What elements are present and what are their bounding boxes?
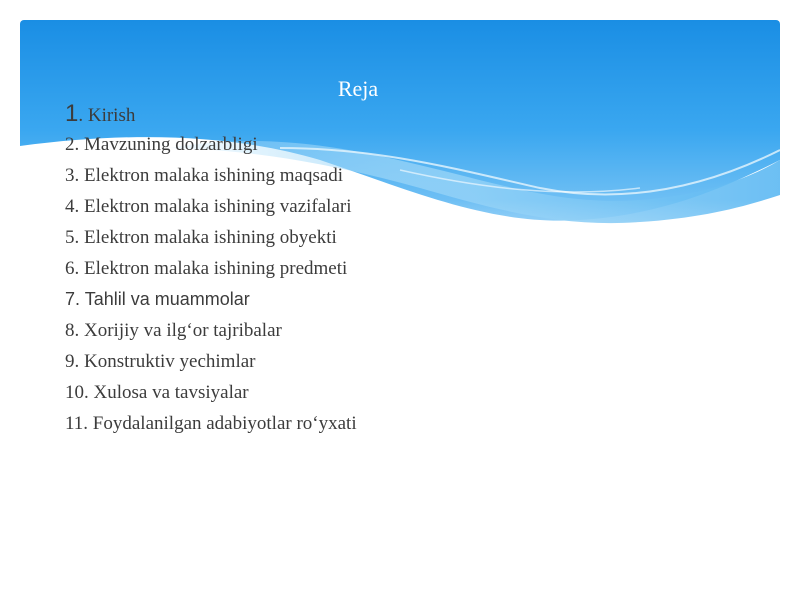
plan-item-10 (65, 377, 357, 408)
plan-item-2 (65, 129, 357, 160)
item-number: 1 (65, 100, 79, 127)
item-number: 2. (65, 134, 80, 155)
plan-item-4 (65, 191, 357, 222)
item-text: Konstruktiv yechimlar (79, 351, 256, 372)
presentation-slide (20, 20, 780, 600)
item-number: 8. (65, 320, 80, 341)
item-number: 10. (65, 382, 89, 403)
plan-item-6 (65, 253, 357, 284)
item-text: Elektron malaka ishining predmeti (79, 258, 348, 279)
slide-title: Reja (337, 76, 379, 101)
item-number: 7. (65, 289, 81, 309)
item-text: Xorijiy va ilg‘or tajribalar (79, 320, 282, 341)
plan-list (65, 98, 357, 439)
item-number: 9. (65, 351, 80, 372)
item-text: Xulosa va tavsiyalar (88, 382, 249, 403)
item-number: 4. (65, 196, 80, 217)
item-text: . Kirish (78, 105, 136, 126)
item-number: 3. (65, 165, 80, 186)
item-text: Elektron malaka ishining vazifalari (79, 196, 352, 217)
plan-item-5 (65, 222, 357, 253)
item-text: Foydalanilgan adabiyotlar ro‘yxati (88, 413, 357, 434)
plan-item-11 (65, 408, 357, 439)
item-number: 11. (65, 413, 89, 434)
plan-item-9 (65, 346, 357, 377)
plan-item-3 (65, 160, 357, 191)
plan-item-1 (65, 98, 357, 129)
item-text: Tahlil va muammolar (80, 289, 250, 309)
item-number: 6. (65, 258, 80, 279)
plan-item-8 (65, 315, 357, 346)
item-text: Mavzuning dolzarbligi (79, 134, 258, 155)
item-text: Elektron malaka ishining maqsadi (79, 165, 344, 186)
plan-item-7 (65, 284, 357, 315)
item-text: Elektron malaka ishining obyekti (79, 227, 337, 248)
item-number: 5. (65, 227, 80, 248)
